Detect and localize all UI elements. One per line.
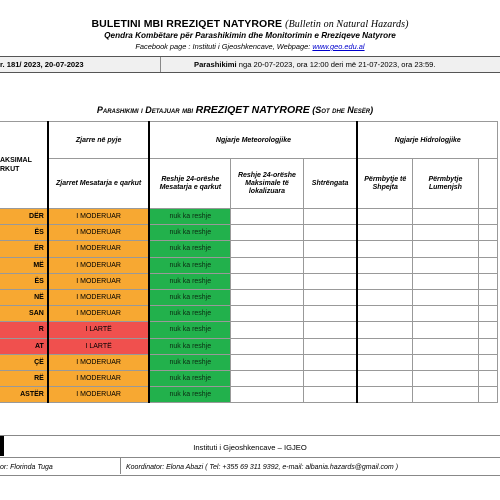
extra-cell xyxy=(478,289,497,305)
extra-cell xyxy=(478,354,497,370)
extra-cell xyxy=(478,241,497,257)
storm-cell xyxy=(303,273,357,289)
storm-cell xyxy=(303,338,357,354)
rain-max-cell xyxy=(231,354,303,370)
fire-risk-level: I MODERUAR xyxy=(48,241,150,257)
rain-average: nuk ka reshje xyxy=(149,257,230,273)
fire-risk-level: I MODERUAR xyxy=(48,273,150,289)
fire-risk-level: I MODERUAR xyxy=(48,225,150,241)
rain-max-cell xyxy=(231,387,303,403)
table-row xyxy=(0,338,498,354)
fire-risk-level: I LARTË xyxy=(48,338,150,354)
rain-max-cell xyxy=(231,273,303,289)
rain-average: nuk ka reshje xyxy=(149,289,230,305)
rain-average: nuk ka reshje xyxy=(149,306,230,322)
info-bar-divider xyxy=(160,57,161,72)
river-flood-cell xyxy=(413,322,479,338)
district-name: ASTËR xyxy=(0,387,48,403)
river-flood-cell xyxy=(413,209,479,225)
table-title-main: RREZIQET NATYRORE xyxy=(195,104,310,116)
extra-cell xyxy=(478,209,497,225)
rain-average: nuk ka reshje xyxy=(149,322,230,338)
fire-risk-level: I LARTË xyxy=(48,322,150,338)
river-flood-cell xyxy=(413,241,479,257)
extra-cell xyxy=(478,387,497,403)
flash-flood-cell xyxy=(357,209,412,225)
river-flood-cell xyxy=(413,387,479,403)
meteo-group-header: Ngjarje Meteorologjike xyxy=(149,122,357,159)
district-name: AT xyxy=(0,338,48,354)
fire-risk-level: I MODERUAR xyxy=(48,387,150,403)
rain-average: nuk ka reshje xyxy=(149,370,230,386)
storm-cell xyxy=(303,241,357,257)
flash-flood-cell xyxy=(357,289,412,305)
storm-cell xyxy=(303,306,357,322)
flash-flood-cell xyxy=(357,273,412,289)
river-flood-cell xyxy=(413,354,479,370)
rain-max-cell xyxy=(231,257,303,273)
flash-flood-cell xyxy=(357,370,412,386)
river-flood-cell xyxy=(413,306,479,322)
flash-flood-cell xyxy=(357,225,412,241)
storm-cell xyxy=(303,257,357,273)
fire-risk-level: I MODERUAR xyxy=(48,306,150,322)
rain-max-cell xyxy=(231,225,303,241)
table-row xyxy=(0,354,498,370)
storm-cell xyxy=(303,289,357,305)
table-title-prefix: Parashikimi i Detajuar mbi xyxy=(96,105,194,115)
flash-flood-cell xyxy=(357,241,412,257)
table-row xyxy=(0,273,498,289)
river-flood-cell xyxy=(413,370,479,386)
author-credit: or: Florinda Tuga xyxy=(0,464,53,471)
table-row xyxy=(0,209,498,225)
table-row xyxy=(0,387,498,403)
rain-max-cell xyxy=(231,338,303,354)
storm-cell xyxy=(303,225,357,241)
flash-flood-cell xyxy=(357,338,412,354)
extra-cell xyxy=(478,338,497,354)
river-flood-cell xyxy=(413,225,479,241)
rain-max-cell xyxy=(231,370,303,386)
flash-flood-cell xyxy=(357,306,412,322)
table-row xyxy=(0,257,498,273)
fire-risk-level: I MODERUAR xyxy=(48,209,150,225)
rain-average: nuk ka reshje xyxy=(149,354,230,370)
district-name: DËR xyxy=(0,209,48,225)
storm-cell xyxy=(303,370,357,386)
river-flood-cell xyxy=(413,338,479,354)
district-name: R xyxy=(0,322,48,338)
district-name: ÇË xyxy=(0,354,48,370)
fire-risk-level: I MODERUAR xyxy=(48,370,150,386)
footer-divider-top xyxy=(0,435,500,436)
flash-flood-header: Përmbytje të Shpejta xyxy=(357,159,412,209)
storm-cell xyxy=(303,387,357,403)
coordinator-credit: Koordinator: Elona Abazi ( Tel: +355 69 311 9392, e-mail: albania.hazards@gmail.com ) xyxy=(126,464,399,471)
footer-divider-bottom xyxy=(0,475,500,476)
district-name: MË xyxy=(0,257,48,273)
bulletin-title-text: BULETINI MBI RREZIQET NATYRORE xyxy=(91,18,283,30)
extra-cell xyxy=(478,322,497,338)
rain-average: nuk ka reshje xyxy=(149,241,230,257)
extra-cell xyxy=(478,225,497,241)
bulletin-title-english: (Bulletin on Natural Hazards) xyxy=(285,19,409,30)
district-name: SAN xyxy=(0,306,48,322)
max-district-header: AKSIMAL RKUT xyxy=(0,122,48,209)
footer-divider-middle xyxy=(0,457,500,458)
table-title xyxy=(0,104,470,116)
district-name: ËS xyxy=(0,225,48,241)
forecast-label: Parashikimi xyxy=(194,60,237,69)
flash-flood-cell xyxy=(357,257,412,273)
table-row xyxy=(0,322,498,338)
info-bar xyxy=(0,56,500,73)
flash-flood-cell xyxy=(357,322,412,338)
rain-average: nuk ka reshje xyxy=(149,209,230,225)
hazards-table xyxy=(0,121,498,403)
rain-average: nuk ka reshje xyxy=(149,225,230,241)
rain-max-cell xyxy=(231,306,303,322)
extra-cell xyxy=(478,370,497,386)
fire-risk-level: I MODERUAR xyxy=(48,257,150,273)
rain-avg-header: Reshje 24-orëshe Mesatarja e qarkut xyxy=(149,159,230,209)
table-row xyxy=(0,241,498,257)
flash-flood-cell xyxy=(357,354,412,370)
district-name: NË xyxy=(0,289,48,305)
extra-header xyxy=(478,159,497,209)
storm-cell xyxy=(303,322,357,338)
table-row xyxy=(0,370,498,386)
table-row xyxy=(0,289,498,305)
facebook-text: Facebook page : Instituti i Gjeoshkencave, Webpage: xyxy=(135,42,311,51)
forecast-text: nga 20-07-2023, ora 12:00 deri më 21-07-2023, ora 23:59. xyxy=(238,60,436,69)
rain-average: nuk ka reshje xyxy=(149,273,230,289)
table-row xyxy=(0,225,498,241)
fire-risk-level: I MODERUAR xyxy=(48,354,150,370)
bulletin-contact-line xyxy=(0,42,500,51)
river-flood-header: Përmbytje Lumenjsh xyxy=(413,159,479,209)
rain-max-cell xyxy=(231,322,303,338)
extra-cell xyxy=(478,273,497,289)
rain-max-cell xyxy=(231,289,303,305)
bulletin-title xyxy=(0,18,500,30)
fire-risk-level: I MODERUAR xyxy=(48,289,150,305)
forecast-period xyxy=(194,60,436,69)
table-row xyxy=(0,306,498,322)
storm-cell xyxy=(303,354,357,370)
rain-max-cell xyxy=(231,209,303,225)
hydro-group-header: Ngjarje Hidrologjike xyxy=(357,122,497,159)
rain-max-header: Reshje 24-orëshe Maksimale të lokalizuara xyxy=(231,159,303,209)
storm-cell xyxy=(303,209,357,225)
institute-name: Instituti i Gjeoshkencave – IGJEO xyxy=(193,443,307,452)
river-flood-cell xyxy=(413,273,479,289)
bulletin-subtitle: Qendra Kombëtare për Parashikimin dhe Monitorimin e Rreziqeve Natyrore xyxy=(104,31,396,40)
fire-group-header: Zjarre në pyje xyxy=(48,122,150,159)
district-name: RË xyxy=(0,370,48,386)
district-name: ËS xyxy=(0,273,48,289)
extra-cell xyxy=(478,257,497,273)
district-name: ËR xyxy=(0,241,48,257)
storm-header: Shtrëngata xyxy=(303,159,357,209)
table-title-suffix: (Sot dhe Nesër) xyxy=(312,105,374,115)
extra-cell xyxy=(478,306,497,322)
river-flood-cell xyxy=(413,289,479,305)
rain-average: nuk ka reshje xyxy=(149,387,230,403)
flash-flood-cell xyxy=(357,387,412,403)
rain-average: nuk ka reshje xyxy=(149,338,230,354)
footer-cell-divider xyxy=(120,458,121,474)
rain-max-cell xyxy=(231,241,303,257)
bulletin-number: r. 181/ 2023, 20-07-2023 xyxy=(0,60,84,69)
river-flood-cell xyxy=(413,257,479,273)
webpage-link[interactable]: www.geo.edu.al xyxy=(312,42,365,51)
fire-sub-header: Zjarret Mesatarja e qarkut xyxy=(48,159,150,209)
